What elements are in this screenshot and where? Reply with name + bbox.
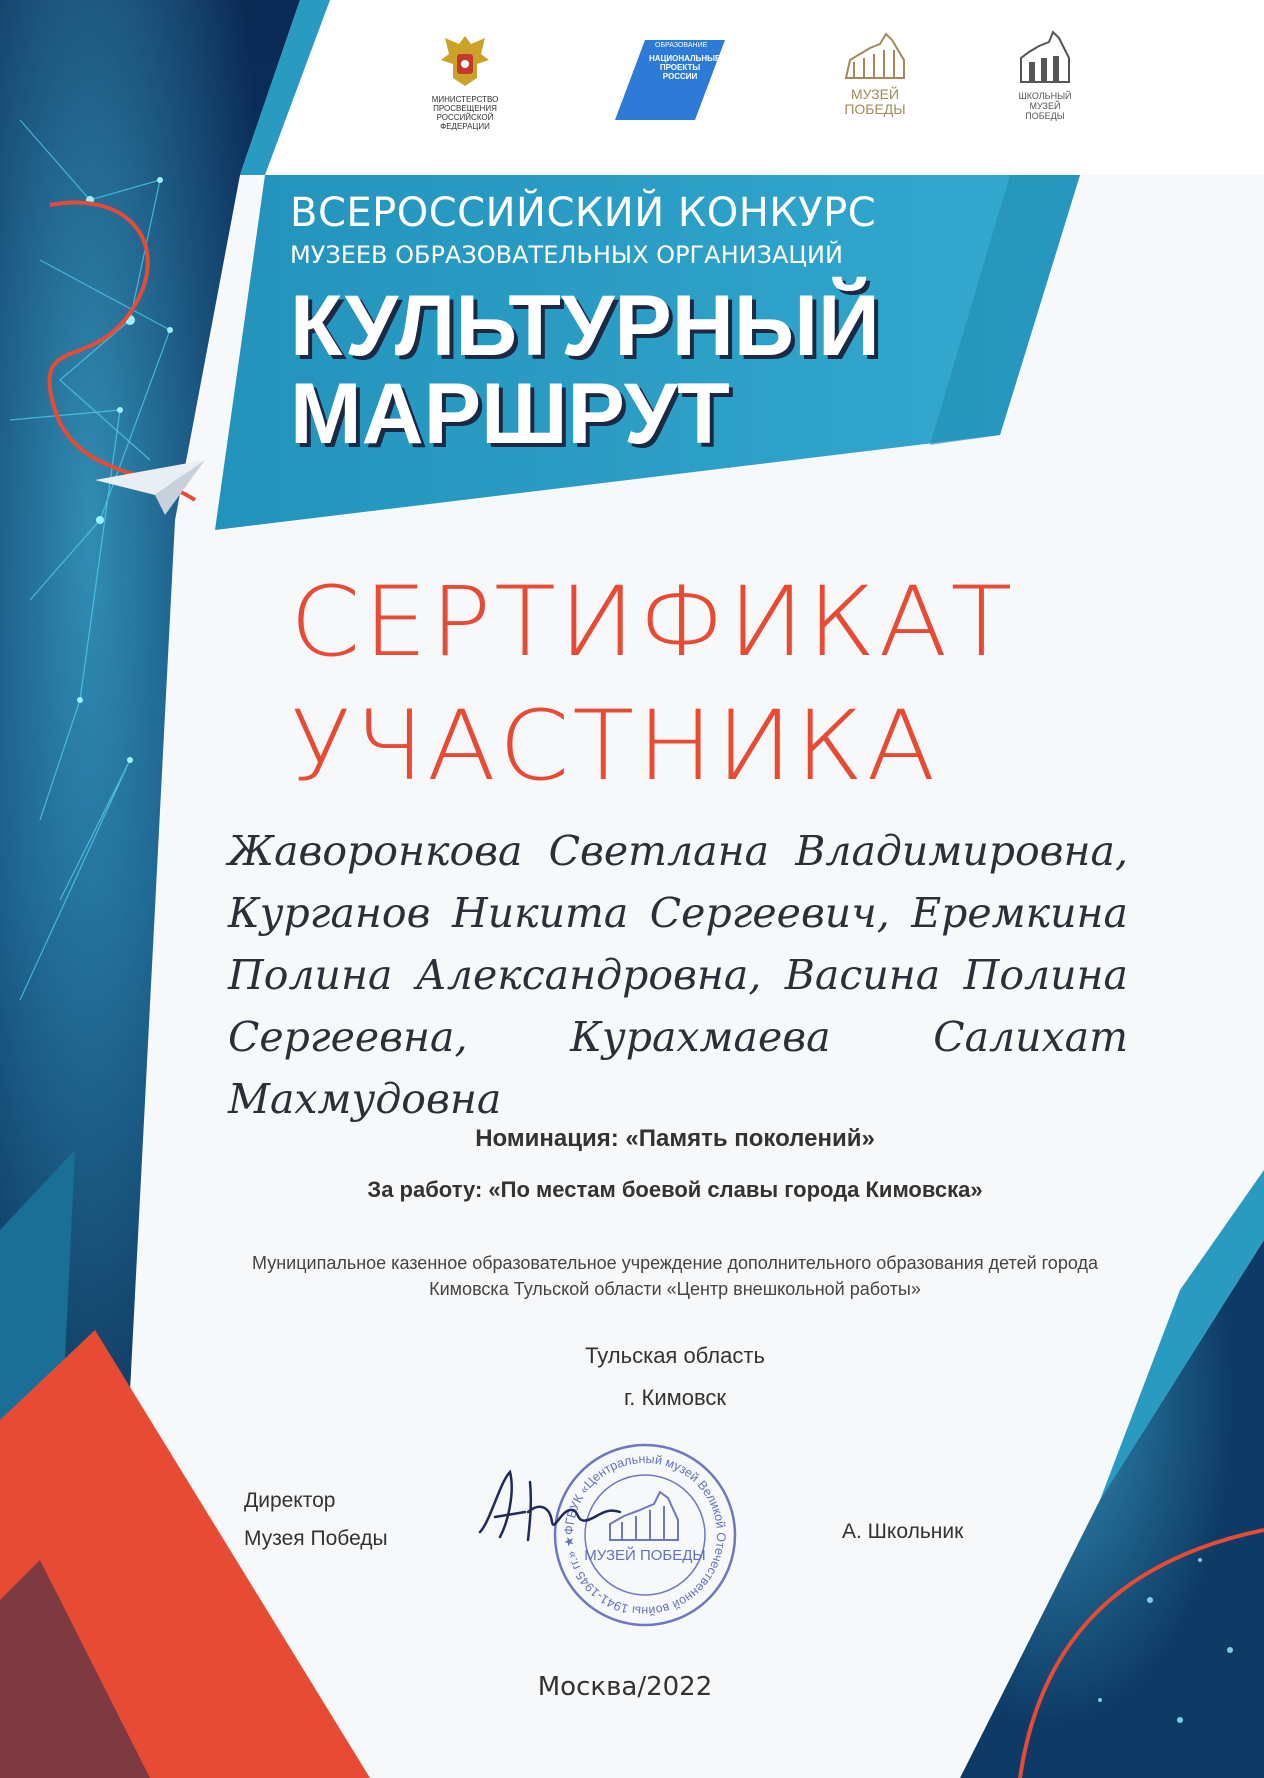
town: г. Кимовск bbox=[623, 1385, 727, 1410]
school-museum-building-icon bbox=[1017, 30, 1073, 86]
school-museum-name: ШКОЛЬНЫЙ МУЗЕЙ ПОБЕДЫ bbox=[1018, 91, 1072, 121]
nomination: Номинация: «Память поколений» bbox=[475, 1125, 875, 1152]
region: Тульская область bbox=[585, 1343, 765, 1368]
ministry-logo bbox=[420, 30, 510, 131]
participant-names: Жаворонкова Светлана Владимировна, Курганов Никита Сергеевич, Еремкина Полина Александровна, Васина Полина Сергеевна, Курахмаева Салихат Махмудовна bbox=[228, 827, 1128, 1123]
national-projects-logo bbox=[615, 30, 725, 125]
national-projects-main: НАЦИОНАЛЬНЫЕ ПРОЕКТЫ РОССИИ bbox=[649, 54, 721, 81]
footer-city-year: Москва/2022 bbox=[537, 1672, 713, 1702]
contest-line-1: ВСЕРОССИЙСКИЙ КОНКУРС bbox=[290, 190, 877, 236]
handwritten-signature bbox=[470, 1462, 630, 1552]
work-title: За работу: «По местам боевой славы города Кимовска» bbox=[367, 1177, 983, 1202]
signatory-position-line-2: Музея Победы bbox=[244, 1527, 388, 1550]
eagle-emblem-icon bbox=[437, 30, 493, 90]
certificate-line-1: СЕРТИФИКАТ bbox=[290, 566, 1016, 678]
certificate-line-2: УЧАСТНИКА bbox=[290, 690, 939, 802]
logos-row bbox=[420, 30, 1100, 150]
contest-header bbox=[290, 190, 910, 462]
school-museum-logo bbox=[1010, 30, 1080, 121]
title-line-2: МАРШРУТ bbox=[290, 366, 730, 462]
signatory-name: А. Школьник bbox=[842, 1520, 964, 1543]
museum-building-icon bbox=[840, 30, 910, 82]
location bbox=[475, 1335, 875, 1419]
signatory-position bbox=[244, 1482, 388, 1558]
title-line-1: КУЛЬТУРНЫЙ bbox=[290, 278, 880, 374]
ministry-name: МИНИСТЕРСТВО ПРОСВЕЩЕНИЯ РОССИЙСКОЙ ФЕДЕРАЦИИ bbox=[431, 95, 499, 131]
stamp-center-text: МУЗЕЙ ПОБЕДЫ bbox=[584, 1547, 706, 1564]
national-projects-top: ОБРАЗОВАНИЕ bbox=[655, 42, 708, 49]
certificate-heading bbox=[290, 560, 1193, 808]
contest-line-2: МУЗЕЕВ ОБРАЗОВАТЕЛЬНЫХ ОРГАНИЗАЦИЙ bbox=[290, 241, 843, 269]
museum-victory-name: МУЗЕЙ ПОБЕДЫ bbox=[844, 86, 906, 117]
stamp-ring-text: ФГБУК «Центральный музей Великой Отечественной войны 1941-1945 гг.» ★ bbox=[561, 1451, 729, 1619]
museum-victory-logo bbox=[835, 30, 915, 117]
organization: Муниципальное казенное образовательное учреждение дополнительного образования детей города Кимовска Тульской области «Центр внешкольной работы» bbox=[252, 1253, 1098, 1299]
signatory-position-line-1: Директор bbox=[244, 1489, 336, 1512]
